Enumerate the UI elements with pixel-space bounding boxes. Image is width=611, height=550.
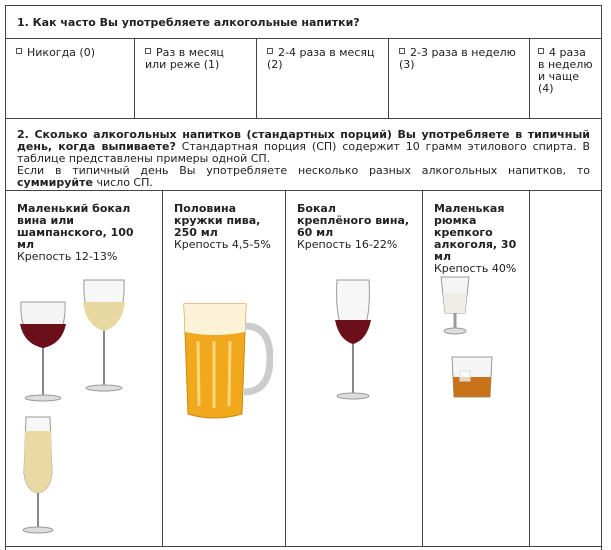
option-label: 2-3 раза в неделю (3): [399, 46, 516, 71]
drink-name: Маленькая рюмка крепкого алкоголя, 30 мл: [434, 202, 517, 263]
drink-name: Половина кружки пива, 250 мл: [174, 202, 261, 239]
drink-strength: Крепость 16-22%: [297, 238, 398, 251]
drinks-examples-row: [6, 191, 601, 547]
radio-checkbox[interactable]: [16, 48, 22, 54]
option-2-3-weekly[interactable]: [389, 39, 530, 118]
red-wine-glass-icon: [16, 296, 76, 406]
question-2-row: [6, 119, 601, 191]
question-2-text1: Стандартная порция (СП) содержит 10 грамм этилового спирта. В таблице представлены примеры одной СП.: [17, 140, 591, 165]
empty-cell: [530, 191, 601, 546]
option-4-plus-weekly[interactable]: [530, 39, 601, 118]
drink-strength: Крепость 4,5-5%: [174, 238, 271, 251]
question-1-title: 1. Как часто Вы употребляете алкогольные напитки?: [17, 16, 360, 29]
drink-strength: Крепость 40%: [434, 262, 517, 275]
questionnaire-table: [5, 5, 602, 550]
fortified-wine-glass-icon: [331, 276, 381, 406]
question-2-text3: число СП.: [96, 176, 153, 189]
radio-checkbox[interactable]: [538, 48, 544, 54]
drink-fortified-wine-cell: [286, 191, 423, 546]
drink-strength: Крепость 12-13%: [17, 250, 118, 263]
drink-beer-cell: [163, 191, 286, 546]
champagne-glass-icon: [18, 413, 63, 538]
radio-checkbox[interactable]: [145, 48, 151, 54]
radio-checkbox[interactable]: [399, 48, 405, 54]
white-wine-glass-icon: [78, 276, 133, 396]
drink-name: Маленький бокал вина или шампанского, 100 мл: [17, 202, 134, 251]
drink-wine-cell: [6, 191, 163, 546]
option-never[interactable]: [6, 39, 135, 118]
radio-checkbox[interactable]: [267, 48, 273, 54]
question-2-emphasis: суммируйте: [17, 176, 93, 189]
option-label: 2-4 раза в месяц (2): [267, 46, 375, 71]
drink-spirits-cell: [423, 191, 530, 546]
question-2-text2: Если в типичный день Вы употребляете несколько разных алкогольных напитков, то: [17, 164, 590, 177]
whisky-glass-icon: [448, 353, 498, 403]
question-1-options: [6, 39, 601, 119]
option-monthly-or-less[interactable]: [135, 39, 257, 118]
option-label: 4 раза в неделю и чаще (4): [538, 46, 593, 95]
question-2-title: 2. Сколько алкогольных напитков (стандартных порций) Вы употребляете в типичный день, когда выпиваете?: [17, 128, 590, 153]
option-label: Раз в месяц или реже (1): [145, 46, 224, 71]
question-1-row: [6, 6, 601, 39]
drink-name: Бокал креплёного вина, 60 мл: [297, 202, 410, 239]
option-label: Никогда (0): [27, 46, 95, 59]
option-2-4-monthly[interactable]: [257, 39, 389, 118]
beer-mug-icon: [178, 296, 273, 426]
shot-glass-icon: [438, 273, 474, 338]
